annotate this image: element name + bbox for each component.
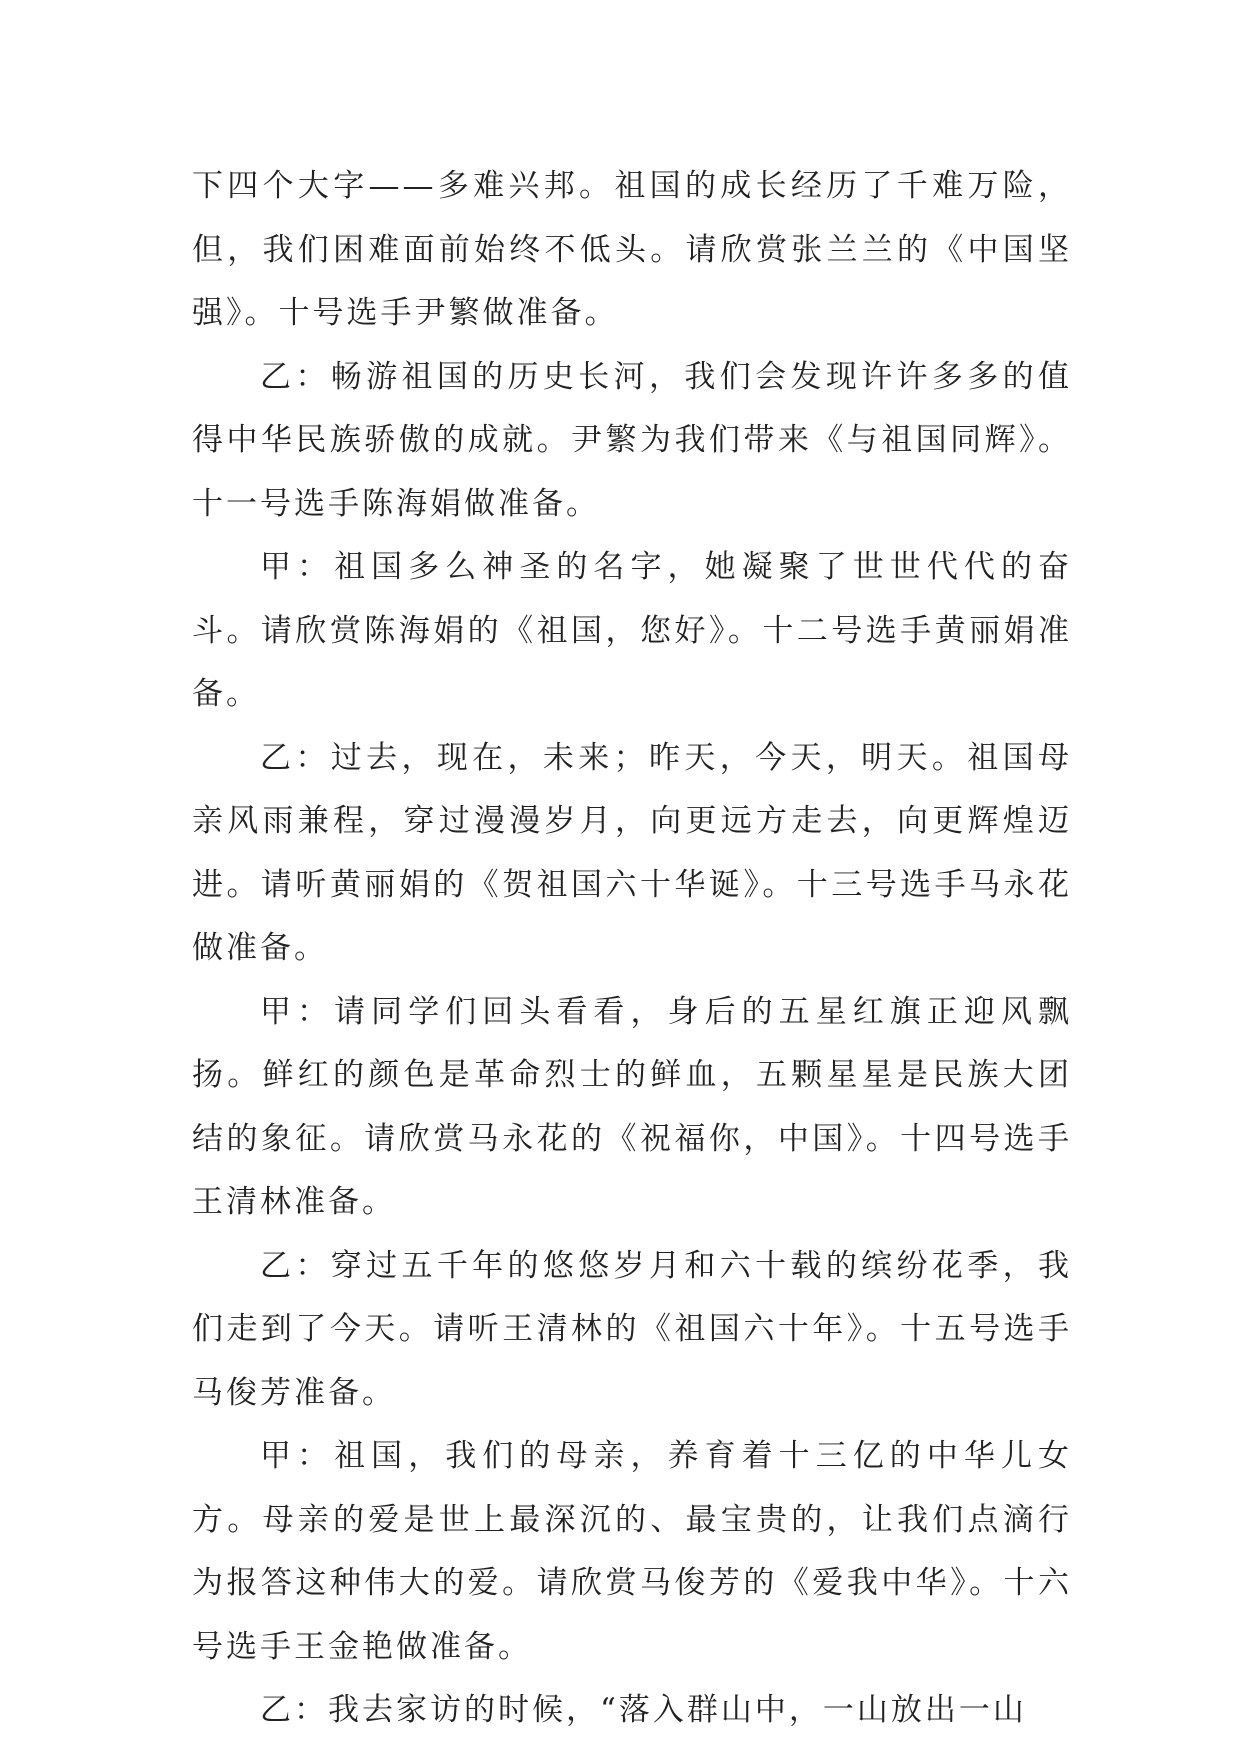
- paragraph-yi-4: 乙：我去家访的时候，“落入群山中，一山放出一山: [260, 1692, 1027, 1728]
- paragraph-continuation: 下四个大字——多难兴邦。祖国的成长经历了千难万险，但，我们困难面前始终不低头。请欣赏张兰兰的《中国坚强》。十号选手尹繁做准备。: [192, 168, 1072, 331]
- paragraph-yi-3: 乙：穿过五千年的悠悠岁月和六十载的缤纷花季，我们走到了今天。请听王清林的《祖国六十年》。十五号选手马俊芳准备。: [192, 1247, 1072, 1411]
- paragraph-jia-1: 甲：祖国多么神圣的名字，她凝聚了世世代代的奋斗。请欣赏陈海娟的《祖国，您好》。十二号选手黄丽娟准备。: [192, 549, 1072, 712]
- paragraph-jia-2: 甲：请同学们回头看看，身后的五星红旗正迎风飘扬。鲜红的颜色是革命烈士的鲜血，五颗星星是民族大团结的象征。请欣赏马永花的《祝福你，中国》。十四号选手王清林准备。: [192, 993, 1072, 1220]
- paragraph-yi-1: 乙：畅游祖国的历史长河，我们会发现许许多多的值得中华民族骄傲的成就。尹繁为我们带来《与祖国同辉》。十一号选手陈海娟做准备。: [192, 358, 1072, 522]
- paragraph-yi-2: 乙：过去，现在，未来；昨天，今天，明天。祖国母亲风雨兼程，穿过漫漫岁月，向更远方走去，向更辉煌迈进。请听黄丽娟的《贺祖国六十华诞》。十三号选手马永花做准备。: [192, 739, 1072, 966]
- document-body: [192, 155, 1072, 1743]
- paragraph-jia-3: 甲：祖国，我们的母亲，养育着十三亿的中华儿女方。母亲的爱是世上最深沉的、最宝贵的，让我们点滴行为报答这种伟大的爱。请欣赏马俊芳的《爱我中华》。十六号选手王金艳做准备。: [192, 1438, 1072, 1665]
